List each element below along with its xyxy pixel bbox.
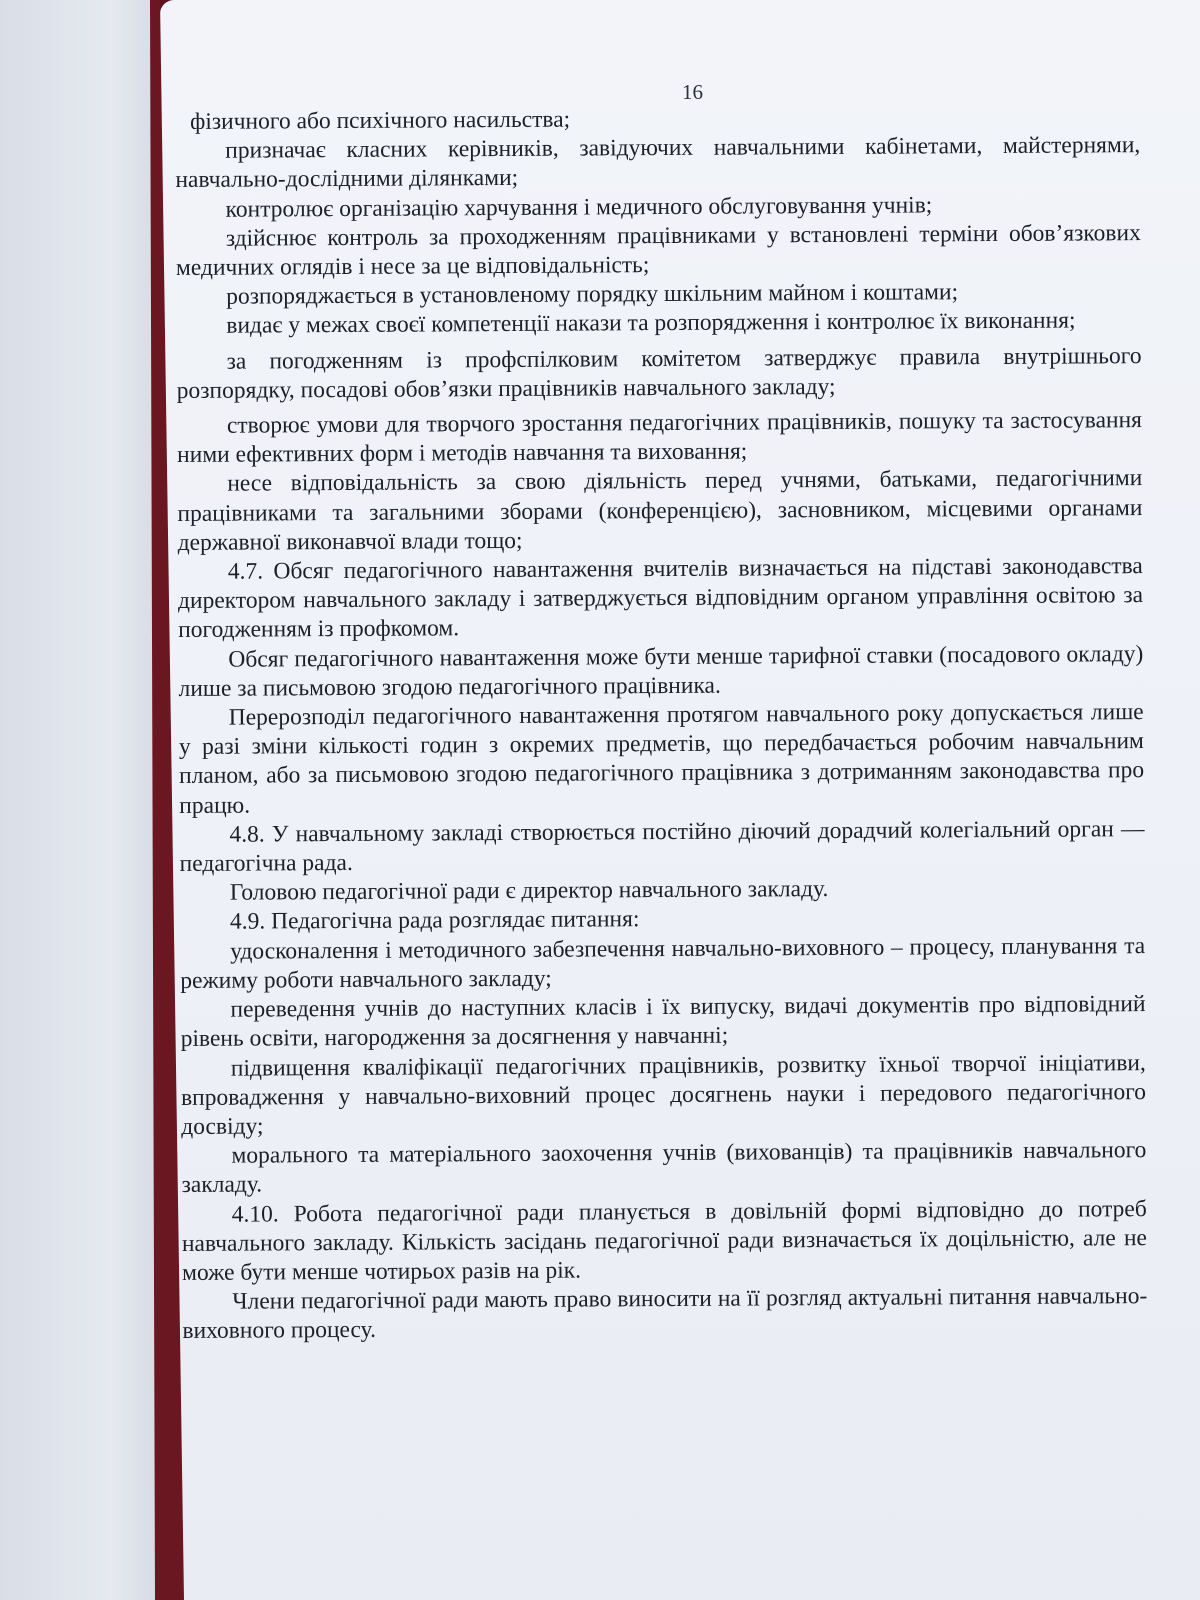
- paragraph: Перерозподіл педагогічного навантаження протягом навчального року допускається лише у разі зміни кількості годин з окремих предметів, що передбачається робочим навчальним планом, або за письмовою згодою педагогічного працівника з дотриманням законодавства про працю.: [178, 699, 1145, 819]
- paragraph: розпоряджається в установленому порядку шкільним майном і коштами;: [226, 279, 959, 310]
- paragraph: Головою педагогічної ради є директор навчального закладу.: [229, 876, 829, 906]
- paragraph: створює умови для творчого зростання педагогічних працівників, пошуку та застосування ними ефективних форм і методів навчання та виховання;: [177, 407, 1143, 469]
- paragraph: 4.7. Обсяг педагогічного навантаження вчителів визначається на підставі законодавства директором навчального закладу і затверджується відповідним органом управління освітою за погодженням із профкомом.: [177, 553, 1144, 644]
- paragraph: Обсяг педагогічного навантаження може бути менше тарифної ставки (посадового окладу) лише за письмовою згодою педагогічного працівника.: [178, 640, 1144, 702]
- paragraph: несе відповідальність за свою діяльність перед учнями, батьками, педагогічними працівниками та загальними зборами (конференцією), засновником, місцевими органами державної виконавчої влади тощо;: [177, 465, 1143, 556]
- paragraph: видає у межах своєї компетенції накази та розпорядження і контролює їх виконання;: [226, 307, 1076, 340]
- paragraph: 4.9. Педагогічна рада розглядає питання:: [229, 906, 640, 936]
- paragraph: контролює організацію харчування і медичного обслуговування учнів;: [225, 191, 933, 223]
- paragraph: переведення учнів до наступних класів і їх випуску, видачі документів про відповідний рівень освіти, нагородження за досягнення у навчанні;: [180, 991, 1146, 1053]
- paragraph: удосконалення і методичного забезпечення навчально-виховного – процесу, планування та режиму роботи навчального закладу;: [180, 932, 1146, 994]
- underlying-page: [0, 0, 185, 1600]
- paragraph: 4.8. У навчальному закладі створюється постійно діючий дорадчий колегіальний орган — педагогічна рада.: [179, 815, 1145, 878]
- paragraph: підвищення кваліфікації педагогічних працівників, розвитку їхньої творчої ініціативи, впровадження у навчально-виховний процес досягнень науки і передового педагогічного досвіду;: [180, 1049, 1147, 1140]
- page-number: 16: [682, 80, 703, 104]
- paragraph: морального та матеріального заохочення учнів (вихованців) та працівників навчального закладу.: [181, 1137, 1147, 1199]
- paragraph: за погодженням із профспілковим комітетом затверджує правила внутрішнього розпорядку, посадові обов’язки працівників навчального закладу;: [176, 342, 1142, 404]
- paragraph: 4.10. Робота педагогічної ради планується в довільній формі відповідно до потреб навчального закладу. Кількість засідань педагогічної ради визначається їх доцільністю, але не може бути менше чотирьох разів на рік.: [181, 1195, 1147, 1286]
- paragraph: фізичного або психічного насильства;: [190, 106, 571, 135]
- paragraph: здійснює контроль за проходженням працівниками у встановлені терміни обов’язкових медичних оглядів і несе за це відповідальність;: [175, 219, 1141, 282]
- document-body: [175, 102, 1148, 1346]
- paragraph: призначає класних керівників, завідуючих навчальними кабінетами, майстернями, навчально-дослідними ділянками;: [175, 132, 1141, 194]
- paragraph: Члени педагогічної ради мають право виносити на її розгляд актуальні питання навчально-виховного процесу.: [182, 1283, 1148, 1345]
